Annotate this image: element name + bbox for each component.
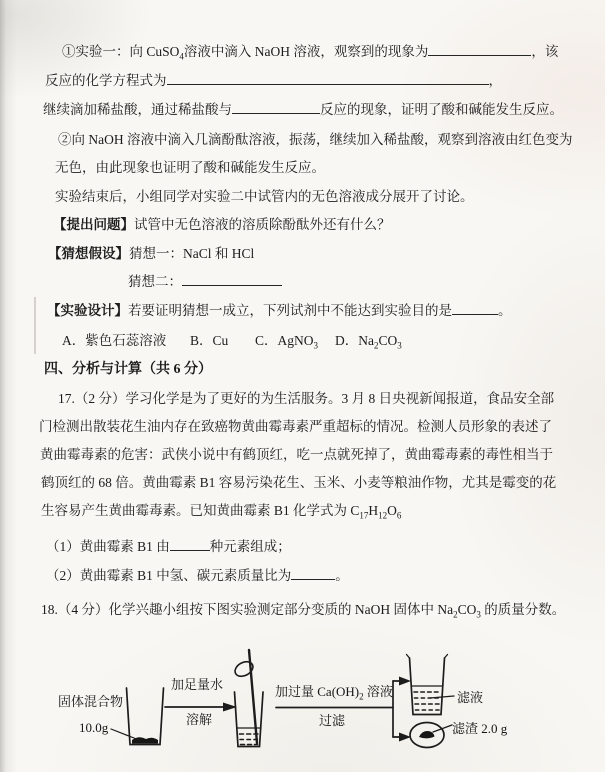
answer-blank — [452, 303, 498, 315]
q18-line — [41, 600, 565, 619]
text: CO — [457, 602, 477, 617]
text: 溶液 — [363, 684, 393, 699]
subscript: 2 — [374, 340, 379, 351]
text: H — [368, 503, 379, 518]
text: 黄曲霉毒素的危害：武侠小说中有鹤顶红，吃一点就死掉了，黄曲霉毒素的毒性相当于 — [40, 447, 553, 462]
scan-box-border — [34, 297, 36, 354]
filtrate-label — [457, 690, 483, 705]
text: 固体混合物 — [58, 694, 124, 709]
text: 的质量分数。 — [480, 602, 566, 617]
answer-blank — [182, 274, 282, 286]
experiment2-line1 — [58, 130, 573, 149]
text: 试管中无色溶液的溶质除酚酞外还有什么？ — [134, 217, 391, 232]
experiment2-line2 — [55, 158, 325, 177]
heading-text: 四、分析与计算（共 6 分） — [44, 362, 212, 377]
beaker-stirring-icon — [233, 650, 263, 747]
text: 种元素组成； — [209, 539, 291, 554]
subscript: 12 — [378, 510, 388, 521]
experiment1-line3 — [43, 100, 563, 119]
option-d-label2: CO — [378, 333, 398, 348]
text: 滤渣 2.0 g — [452, 721, 508, 736]
text: ，该 — [531, 44, 559, 59]
answer-blank — [167, 73, 489, 85]
q17-line5 — [41, 501, 401, 520]
text: ②向 NaOH 溶液中滴入几滴酚酞溶液，振荡，继续加入稀盐酸，观察到溶液由红色变为 — [58, 132, 573, 147]
option-c-label: C．AgNO — [255, 333, 314, 348]
q17-sub1 — [46, 537, 291, 556]
answer-blank — [170, 539, 210, 551]
option-b-label: B．Cu — [190, 333, 229, 348]
section-bracket-header: 【提出问题】 — [53, 217, 134, 232]
text: ， — [488, 73, 502, 88]
solid-mixture-label-line1 — [58, 694, 123, 709]
subscript: 6 — [396, 510, 402, 521]
text: （1）黄曲霉素 B1 由 — [46, 539, 170, 554]
text: 门检测出散装花生油内存在致癌物黄曲霉毒素严重超标的情况。检测人员形象的表述了 — [39, 419, 552, 434]
step2-top-label — [275, 684, 393, 702]
answer-blank — [291, 568, 335, 580]
text: 18.（4 分）化学兴趣小组按下图实验测定部分变质的 NaOH 固体中 Na — [41, 602, 454, 617]
text: 滤液 — [457, 690, 484, 705]
text: 10.0g — [79, 720, 109, 735]
option-b — [190, 331, 228, 350]
text: 。 — [335, 568, 349, 583]
option-d — [335, 331, 402, 350]
option-a — [62, 331, 166, 350]
q17-line2 — [39, 417, 552, 436]
text: 过滤 — [319, 713, 346, 728]
text: 鹤顶红的 68 倍。黄曲霉素 B1 容易污染花生、玉米、小麦等粮油作物，尤其是霉变的花 — [41, 475, 557, 490]
arrow-dissolve-icon — [165, 703, 237, 712]
step1-top-label — [171, 677, 223, 692]
residue-label — [452, 721, 507, 736]
text: 反应的现象，证明了酸和碱能发生反应。 — [320, 102, 563, 117]
experiment1-line2 — [45, 71, 502, 90]
section4-heading — [44, 360, 212, 379]
text: 实验结束后，小组同学对实验二中试管内的无色溶液成分展开了讨论。 — [55, 189, 474, 204]
solid-mixture-label-line2 — [79, 720, 108, 735]
text: ①实验一：向 CuSO — [62, 44, 180, 59]
text: 加足量水 — [171, 677, 224, 692]
text: 无色，由此现象也证明了酸和碱能发生反应。 — [55, 160, 325, 175]
text: 若要证明猜想一成立，下列试剂中不能达到实验目的是 — [128, 303, 452, 318]
option-a-label: A．紫色石蕊溶液 — [62, 333, 167, 348]
step2-bottom-label — [319, 713, 345, 728]
residue-dish-icon — [410, 723, 452, 748]
text: 溶液中滴入 NaOH 溶液，观察到的现象为 — [183, 44, 429, 59]
text: 17.（2 分）学习化学是为了更好的为生活服务。3 月 8 日央视新闻报道，食品安全部 — [58, 391, 555, 406]
section-bracket-header: 【猜想假设】 — [48, 246, 129, 261]
q17-line3 — [40, 445, 553, 464]
subscript: 17 — [359, 510, 369, 521]
hypothesis-line1 — [48, 244, 254, 263]
section-bracket-header: 【实验设计】 — [47, 303, 128, 318]
option-c — [255, 331, 318, 350]
text: 反应的化学方程式为 — [45, 73, 167, 88]
discussion-line — [55, 187, 474, 206]
text: 加过量 Ca(OH) — [275, 684, 360, 699]
subscript: 3 — [476, 609, 481, 620]
option-d-label: D．Na — [335, 333, 374, 348]
text: O — [387, 503, 397, 518]
text: 猜想一：NaCl 和 HCl — [129, 246, 255, 261]
subscript: 2 — [359, 691, 364, 702]
subscript: 3 — [397, 340, 402, 351]
answer-blank — [428, 44, 531, 56]
step1-bottom-label — [186, 712, 212, 727]
beaker-filtrate-icon — [407, 655, 455, 715]
text: 。 — [498, 303, 512, 318]
answer-blank — [232, 102, 320, 114]
subscript: 4 — [179, 51, 184, 62]
raise-question-line — [53, 215, 391, 234]
experiment1-line1 — [62, 42, 558, 61]
design-line — [47, 301, 512, 320]
subscript: 3 — [313, 340, 319, 351]
text: （2）黄曲霉素 B1 中氢、碳元素质量比为 — [46, 568, 292, 583]
text: 溶解 — [186, 712, 213, 727]
text: 生容易产生黄曲霉毒素。已知黄曲霉素 B1 化学式为 C — [41, 503, 360, 518]
q17-line1 — [58, 389, 554, 408]
q17-line4 — [41, 473, 556, 492]
text: 猜想二： — [128, 274, 182, 289]
subscript: 2 — [453, 609, 458, 620]
q17-sub2 — [46, 566, 349, 585]
hypothesis-line2 — [128, 272, 282, 291]
text: 继续滴加稀盐酸，通过稀盐酸与 — [43, 102, 232, 117]
